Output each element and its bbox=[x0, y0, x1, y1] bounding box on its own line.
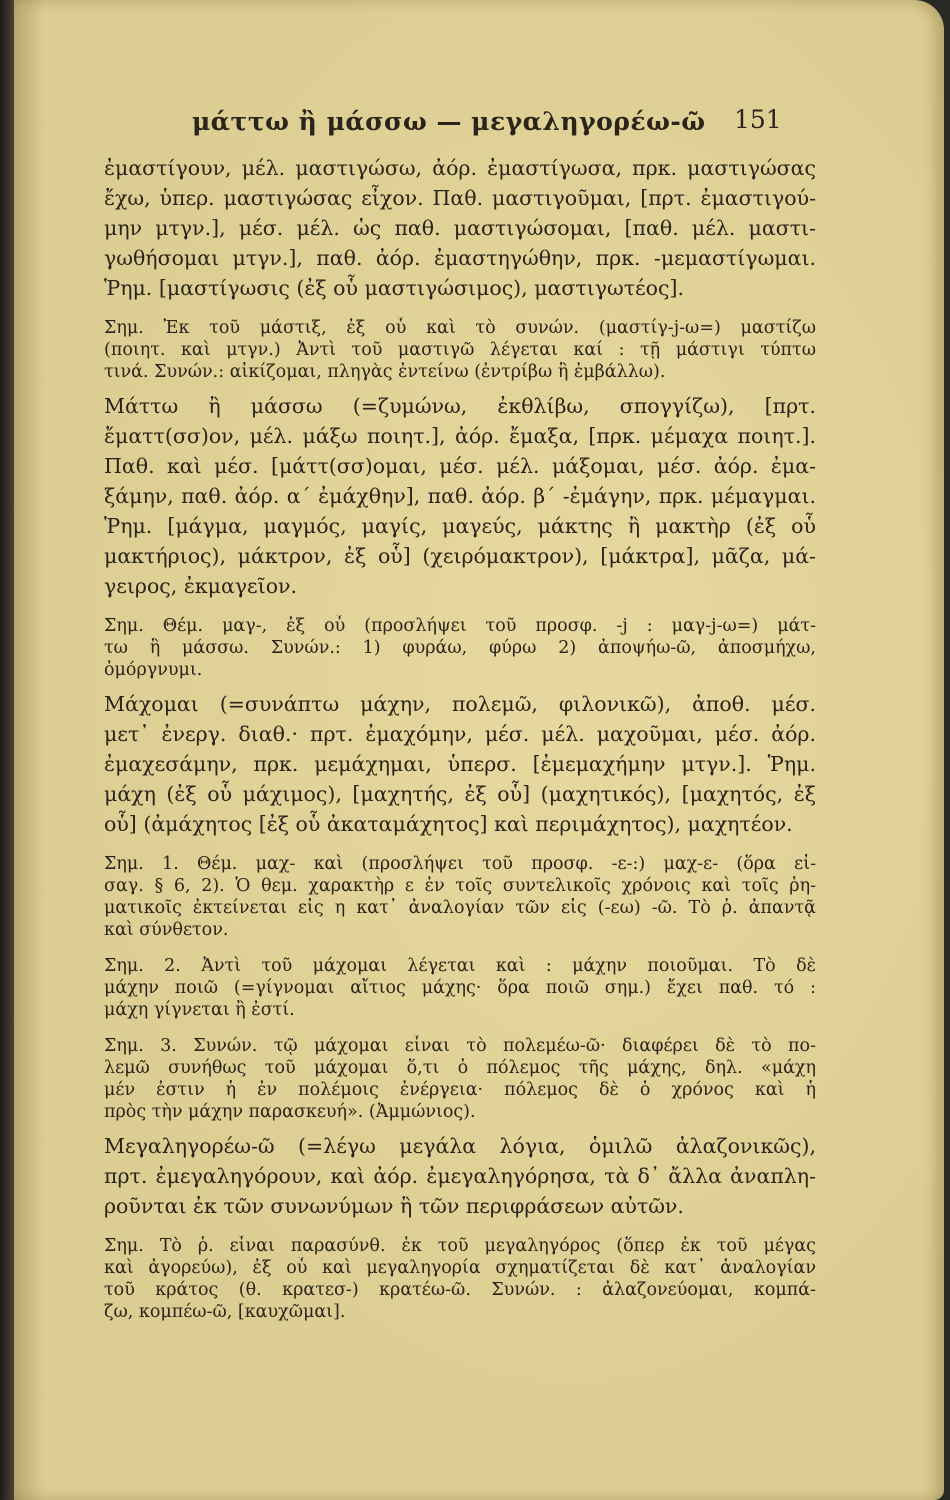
text-line: τινά. Συνών.: αἰκίζομαι, πληγὰς ἐντείνω (ἐντρίβω ἢ ἐμβάλλω). bbox=[104, 362, 666, 382]
text-line: Μάττω ἢ μάσσω (=ζυμώνω, ἐκθλίβω, σπογγίζω), [πρτ. bbox=[104, 394, 816, 418]
note-paragraph bbox=[104, 1235, 816, 1323]
text-line: μην μτγν.], μέσ. μέλ. ὡς παθ. μαστιγώσομαι, [παθ. μέλ. μαστι- bbox=[104, 216, 816, 240]
text-line: Σημ. Θέμ. μαγ-, ἐξ οὗ (προσλήψει τοῦ προσφ. -j : μαγ-j-ω=) μάτ- bbox=[104, 616, 816, 636]
text-line: Σημ. 2. Ἀντὶ τοῦ μάχομαι λέγεται καὶ : μάχην ποιοῦμαι. Τὸ δὲ bbox=[104, 956, 816, 976]
paragraph-gap bbox=[104, 1323, 816, 1331]
header-title: μάττω ἢ μάσσω — μεγαληγορέω-ῶ bbox=[192, 107, 706, 136]
note-paragraph bbox=[104, 1035, 816, 1123]
text-line: ἔχω, ὑπερ. μαστιγώσας εἶχον. Παθ. μαστιγοῦμαι, [πρτ. ἐμαστιγού- bbox=[104, 186, 816, 210]
book-page bbox=[14, 0, 944, 1500]
text-line: καὶ σύνθετον. bbox=[104, 920, 229, 940]
text-line: Παθ. καὶ μέσ. [μάττ(σσ)ομαι, μέσ. μέλ. μάξομαι, μέσ. ἀόρ. ἐμα- bbox=[104, 454, 816, 478]
text-line: Σημ. 3. Συνών. τῷ μάχομαι εἶναι τὸ πολεμέω-ῶ· διαφέρει δὲ τὸ πο- bbox=[104, 1036, 816, 1056]
text-line: γειρος, ἐκμαγεῖον. bbox=[104, 574, 298, 598]
text-line: λεμῶ συνήθως τοῦ μάχομαι ὅ,τι ὁ πόλεμος τῆς μάχης, δηλ. «μάχη bbox=[104, 1058, 816, 1078]
entry-paragraph bbox=[104, 1131, 816, 1221]
page-number: 151 bbox=[734, 105, 782, 134]
text-line: ἔματτ(σσ)ον, μέλ. μάξω ποιητ.], ἀόρ. ἔμαξα, [πρκ. μέμαχα ποιητ.]. bbox=[104, 424, 816, 448]
book-spine-shadow bbox=[0, 0, 14, 1500]
running-header bbox=[104, 95, 816, 143]
page-content bbox=[104, 95, 816, 1331]
paragraph-gap bbox=[104, 303, 816, 311]
paragraph-gap bbox=[104, 383, 816, 391]
text-line: ὀμόργνυμι. bbox=[104, 660, 203, 680]
text-line: τω ἢ μάσσω. Συνών.: 1) φυράω, φύρω 2) ἀποψήω-ῶ, ἀποσμήχω, bbox=[104, 638, 816, 658]
paragraph-gap bbox=[104, 601, 816, 609]
text-line: μακτήριος), μάκτρον, ἐξ οὗ] (χειρόμακτρον), [μάκτρα], μᾶζα, μά- bbox=[104, 544, 816, 568]
text-line: οὗ] (ἀμάχητος [ἐξ οὗ ἀκαταμάχητος] καὶ περιμάχητος), μαχητέον. bbox=[104, 812, 793, 836]
text-line: ἐμαστίγουν, μέλ. μαστιγώσω, ἀόρ. ἐμαστίγωσα, πρκ. μαστιγώσας bbox=[104, 156, 816, 180]
text-line: σαγ. § 6, 2). Ὁ θεμ. χαρακτὴρ ε ἐν τοῖς συντελικοῖς χρόνοις καὶ τοῖς ῥη- bbox=[104, 876, 816, 896]
paragraph-gap bbox=[104, 839, 816, 847]
entry-paragraph bbox=[104, 153, 816, 303]
text-line: Μάχομαι (=συνάπτω μάχην, πολεμῶ, φιλονικῶ), ἀποθ. μέσ. bbox=[104, 692, 816, 716]
note-paragraph bbox=[104, 955, 816, 1021]
text-line: πρτ. ἐμεγαληγόρουν, καὶ ἀόρ. ἐμεγαληγόρησα, τὰ δ᾽ ἄλλα ἀναπλη- bbox=[104, 1164, 816, 1188]
text-line: μάχη (ἐξ οὗ μάχιμος), [μαχητής, ἐξ οὗ] (μαχητικός), [μαχητός, ἐξ bbox=[104, 782, 816, 806]
text-line: Ῥημ. [μαστίγωσις (ἐξ οὗ μαστιγώσιμος), μαστιγωτέος]. bbox=[104, 276, 685, 300]
text-line: μάχη γίγνεται ἢ ἐστί. bbox=[104, 1000, 295, 1020]
text-line: ματικοῖς ἐκτείνεται εἰς η κατ᾽ ἀναλογίαν τῶν εἰς (-εω) -ῶ. Τὸ ῥ. ἀπαντᾷ bbox=[104, 898, 816, 918]
paragraph-gap bbox=[104, 941, 816, 949]
body-text bbox=[104, 153, 816, 1331]
text-line: καὶ ἀγορεύω), ἐξ οὗ καὶ μεγαληγορία σχηματίζεται δὲ κατ᾽ ἀναλογίαν bbox=[104, 1258, 816, 1278]
text-line: πρὸς τὴν μάχην παρασκευή». (Ἀμμώνιος). bbox=[104, 1102, 476, 1122]
text-line: Μεγαληγορέω-ῶ (=λέγω μεγάλα λόγια, ὁμιλῶ ἀλαζονικῶς), bbox=[104, 1134, 816, 1158]
text-line: Σημ. Τὸ ῥ. εἶναι παρασύνθ. ἐκ τοῦ μεγαληγόρος (ὅπερ ἐκ τοῦ μέγας bbox=[104, 1236, 816, 1256]
text-line: ξάμην, παθ. ἀόρ. α΄ ἐμάχθην], παθ. ἀόρ. β΄ -ἐμάγην, πρκ. μέμαγμαι. bbox=[104, 484, 816, 508]
paragraph-gap bbox=[104, 1123, 816, 1131]
text-line: γωθήσομαι μτγν.], παθ. ἀόρ. ἐμαστηγώθην, πρκ. -μεμαστίγωμαι. bbox=[104, 246, 816, 270]
text-line: ζω, κομπέω-ῶ, [καυχῶμαι]. bbox=[104, 1302, 346, 1322]
text-line: μάχην ποιῶ (=γίγνομαι αἴτιος μάχης· ὅρα ποιῶ σημ.) ἔχει παθ. τό : bbox=[104, 978, 816, 998]
text-line: τοῦ κράτος (θ. κρατεσ-) κρατέω-ῶ. Συνών. : ἀλαζονεύομαι, κομπά- bbox=[104, 1280, 816, 1300]
note-paragraph bbox=[104, 853, 816, 941]
text-line: Ῥημ. [μάγμα, μαγμός, μαγίς, μαγεύς, μάκτης ἢ μακτὴρ (ἐξ οὗ bbox=[104, 514, 816, 538]
text-line: Σημ. Ἐκ τοῦ μάστιξ, ἐξ οὗ καὶ τὸ συνών. (μαστίγ-j-ω=) μαστίζω bbox=[104, 318, 816, 338]
entry-paragraph bbox=[104, 689, 816, 839]
text-line: μετ᾽ ἐνεργ. διαθ.· πρτ. ἐμαχόμην, μέσ. μέλ. μαχοῦμαι, μέσ. ἀόρ. bbox=[104, 722, 816, 746]
note-paragraph bbox=[104, 317, 816, 383]
text-line: ἐμαχεσάμην, πρκ. μεμάχημαι, ὑπερσ. [ἐμεμαχήμην μτγν.]. Ῥημ. bbox=[104, 752, 816, 776]
text-line: μέν ἐστιν ἡ ἐν πολέμοις ἐνέργεια· πόλεμος δὲ ὁ χρόνος καὶ ἡ bbox=[104, 1080, 816, 1100]
paragraph-gap bbox=[104, 1021, 816, 1029]
paragraph-gap bbox=[104, 681, 816, 689]
entry-paragraph bbox=[104, 391, 816, 601]
paragraph-gap bbox=[104, 1221, 816, 1229]
note-paragraph bbox=[104, 615, 816, 681]
text-line: (ποιητ. καὶ μτγν.) Ἀντὶ τοῦ μαστιγῶ λέγεται καί : τῇ μάστιγι τύπτω bbox=[104, 340, 816, 360]
text-line: Σημ. 1. Θέμ. μαχ- καὶ (προσλήψει τοῦ προσφ. -ε-:) μαχ-ε- (ὅρα εἰ- bbox=[104, 854, 816, 874]
text-line: ροῦνται ἐκ τῶν συνωνύμων ἢ τῶν περιφράσεων αὐτῶν. bbox=[104, 1194, 684, 1218]
